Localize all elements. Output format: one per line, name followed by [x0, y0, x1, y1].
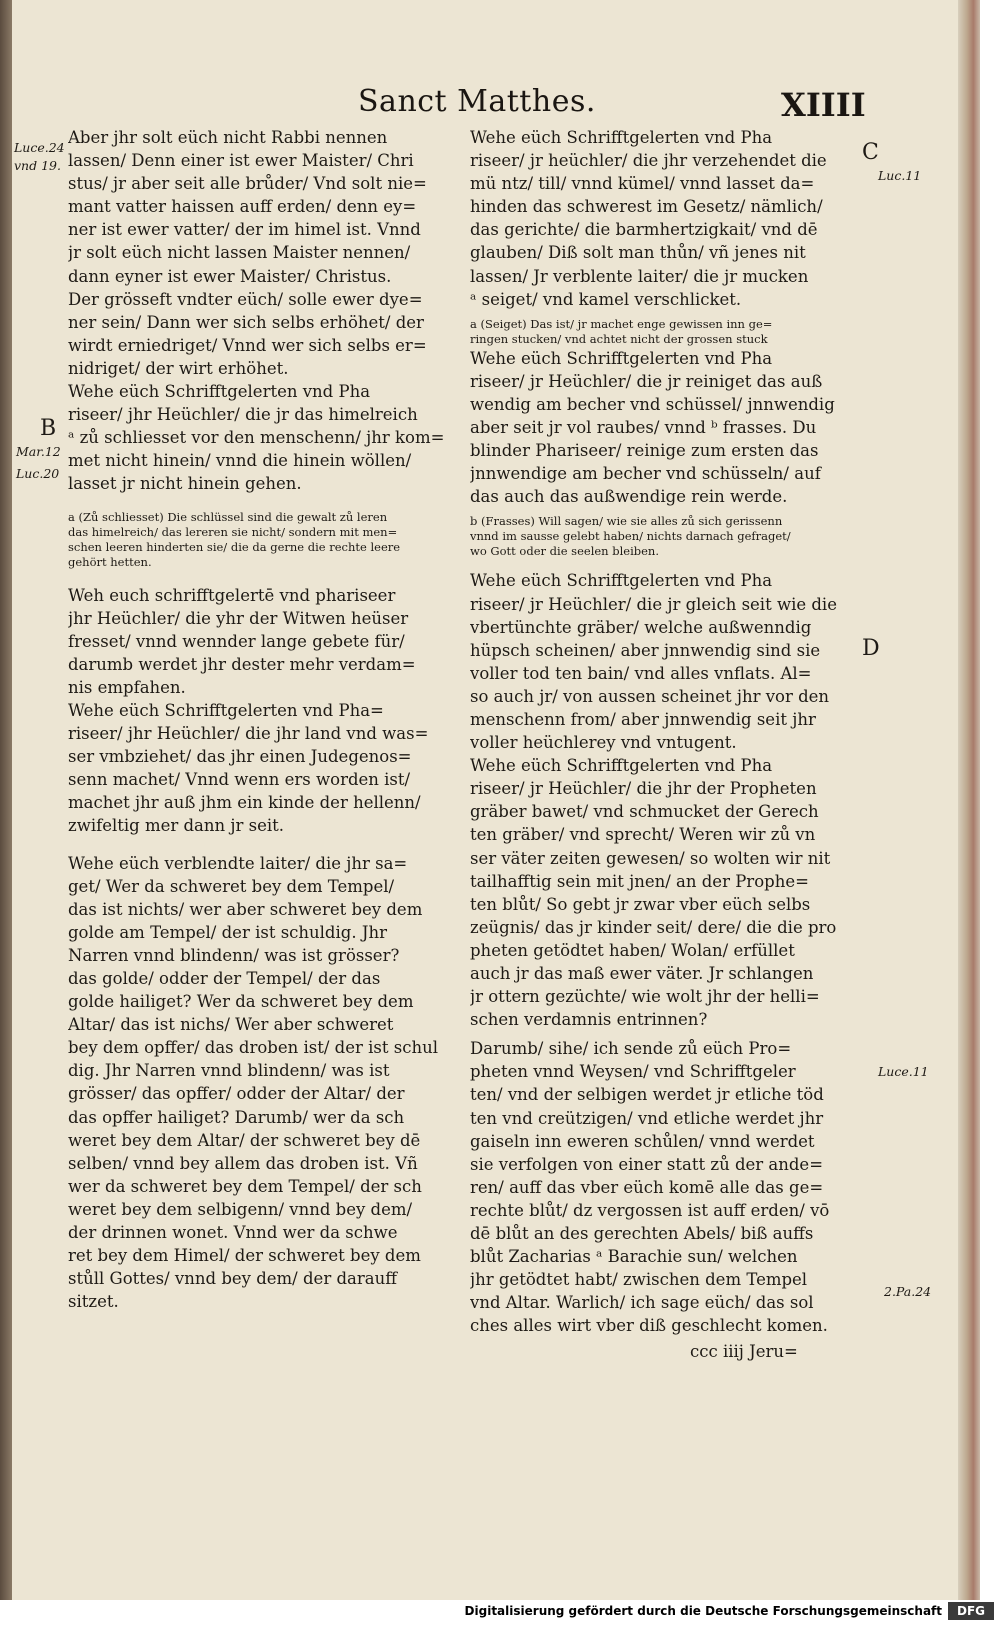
text-line: zeügnis/ das jr kinder seit/ dere/ die die pro [470, 917, 837, 937]
text-line: Wehe eüch Schrifftgelerten vnd Pha [470, 756, 773, 776]
text-line: Weh euch schrifftgelertē vnd phariseer [68, 585, 396, 605]
text-line: mü ntz/ till/ vnnd kümel/ vnnd lasset da= [470, 174, 815, 194]
text-line: riseer/ jr Heüchler/ die jhr der Propheten [470, 779, 817, 799]
text-line: ner ist ewer vatter/ der im himel ist. Vnnd [68, 220, 421, 240]
text-line: dann eyner ist ewer Maister/ Christus. [68, 266, 392, 286]
left-footnote [68, 510, 460, 570]
text-line: golde am Tempel/ der ist schuldig. Jhr [68, 922, 387, 942]
running-title: Sanct Matthes. [358, 84, 596, 119]
margin-note-luce11: Luce.11 [878, 1064, 929, 1079]
text-line: sie verfolgen von einer statt zů der ande= [470, 1154, 824, 1174]
text-line: blinder Phariseer/ reinige zum ersten das [470, 441, 819, 461]
text-line: ten gräber/ vnd sprecht/ Weren wir zů vn [470, 825, 816, 845]
text-line: get/ Wer da schweret bey dem Tempel/ [68, 876, 395, 896]
text-line: lassen/ Denn einer ist ewer Maister/ Chri [68, 151, 414, 171]
text-line: riseer/ jhr Heüchler/ die jhr land vnd was= [68, 724, 429, 744]
text-line: tailhafftig sein mit jnen/ an der Prophe= [470, 871, 809, 891]
text-line: vbertünchte gräber/ welche außwenndig [470, 617, 812, 637]
right-text-block-4 [470, 1037, 854, 1337]
text-line: gaiseln inn eweren schůlen/ vnnd werdet [470, 1131, 815, 1151]
right-column [470, 126, 854, 1338]
text-line: mant vatter haissen auff erden/ denn ey= [68, 197, 417, 217]
text-line: jr solt eüch nicht lassen Maister nennen/ [68, 243, 411, 263]
text-line: wer da schweret bey dem Tempel/ der sch [68, 1176, 422, 1196]
right-footnote-2 [470, 514, 854, 559]
text-line: stůll Gottes/ vnnd bey dem/ der darauff [68, 1269, 397, 1289]
text-line: schen verdamnis entrinnen? [470, 1010, 708, 1030]
text-line: das golde/ odder der Tempel/ der das [68, 969, 381, 988]
text-line: fresset/ vnnd wennder lange gebete für/ [68, 631, 405, 651]
margin-note-luc11: Luc.11 [878, 168, 922, 183]
text-line: riseer/ jr heüchler/ die jhr verzehendet die [470, 151, 827, 171]
book-binding [0, 0, 12, 1600]
text-line: das auch das außwendige rein werde. [470, 487, 788, 507]
margin-note-mat12: Mar.12 [16, 444, 61, 459]
text-line: lassen/ Jr verblente laiter/ die jr mucken [470, 266, 809, 286]
right-text-block-1 [470, 126, 854, 311]
text-line: darumb werdet jhr dester mehr verdam= [68, 654, 416, 674]
text-line: stus/ jr aber seit alle brůder/ Vnd solt nie= [68, 174, 427, 194]
text-line: riseer/ jr Heüchler/ die jr reiniget das auß [470, 371, 823, 391]
text-line: so auch jr/ von aussen scheinet jhr vor den [470, 686, 830, 706]
margin-note-vnd19: vnd 19. [14, 158, 61, 173]
text-line: ten/ vnd der selbigen werdet jr etliche töd [470, 1085, 824, 1105]
text-line: ᵃ seiget/ vnd kamel verschlicket. [470, 289, 742, 309]
text-line: auch jr das maß ewer väter. Jr schlangen [470, 964, 814, 983]
text-line: a (Seiget) Das ist/ jr machet enge gewissen inn ge= [470, 316, 773, 331]
text-line: bey dem opffer/ das droben ist/ der ist schul [68, 1038, 438, 1058]
text-line: machet jhr auß jhm ein kinde der hellenn/ [68, 793, 421, 813]
text-line: pheten vnnd Weysen/ vnd Schrifftgeler [470, 1062, 796, 1082]
text-line: grösser/ das opffer/ odder der Altar/ der [68, 1084, 405, 1104]
left-text-block-3 [68, 852, 460, 1314]
text-line: Darumb/ sihe/ ich sende zů eüch Pro= [470, 1039, 792, 1059]
text-line: zwifeltig mer dann jr seit. [68, 816, 285, 836]
footer-bar [0, 1600, 1000, 1625]
footer-credit: Digitalisierung gefördert durch die Deutsche Forschungsgemeinschaft [464, 1604, 942, 1618]
text-line: das ist nichts/ wer aber schweret bey dem [68, 899, 423, 919]
text-line: gräber bawet/ vnd schmucket der Gerech [470, 802, 819, 822]
text-line: jr ottern gezüchte/ wie wolt jhr der helli= [470, 987, 820, 1007]
text-line: Der grösseft vndter eüch/ solle ewer dye= [68, 289, 423, 309]
text-line: rechte blůt/ dz vergossen ist auff erden/ vō [470, 1200, 830, 1220]
text-line: schen leeren hinderten sie/ die da gerne die rechte leere [68, 539, 401, 554]
text-line: ches alles wirt vber diß geschlecht komen. [470, 1316, 828, 1336]
left-text-block-1 [68, 126, 460, 496]
text-line: pheten getödtet haben/ Wolan/ erfüllet [470, 940, 795, 960]
text-line: sitzet. [68, 1292, 119, 1312]
text-line: b (Frasses) Will sagen/ wie sie alles zů sich gerissenn [470, 514, 783, 529]
text-line: voller tod ten bain/ vnd alles vnflats. Al= [470, 663, 812, 683]
text-line: senn machet/ Vnnd wenn ers worden ist/ [68, 770, 411, 790]
text-line: Wehe eüch Schrifftgelerten vnd Pha= [68, 700, 384, 720]
signature-mark: ccc iiij Jeru= [690, 1342, 798, 1361]
text-line: ser vmbziehet/ das jhr einen Judegenos= [68, 747, 412, 767]
text-line: golde hailiget? Wer da schweret bey dem [68, 992, 414, 1012]
text-line: Wehe eüch Schrifftgelerten vnd Pha [470, 128, 773, 147]
section-letter-d: D [862, 636, 880, 661]
text-line: das gerichte/ die barmhertzigkait/ vnd dē [470, 220, 818, 240]
text-line: vnnd im sausse gelebt haben/ nichts darnach gefraget/ [470, 529, 791, 544]
text-line: ser väter zeiten gewesen/ so wolten wir nit [470, 848, 831, 868]
text-line: Altar/ das ist nichs/ Wer aber schweret [68, 1015, 394, 1035]
text-line: weret bey dem Altar/ der schweret bey dē [68, 1130, 421, 1150]
right-text-block-2 [470, 347, 854, 509]
text-line: nis empfahen. [68, 677, 186, 697]
text-line: ringen stucken/ vnd achtet nicht der grossen stuck [470, 331, 768, 346]
right-text-block-3 [470, 569, 854, 1031]
margin-note-luce24: Luce.24 [14, 140, 65, 155]
text-line: riseer/ jr Heüchler/ die jr gleich seit wie die [470, 594, 837, 614]
text-line: met nicht hinein/ vnnd die hinein wöllen/ [68, 451, 412, 471]
text-line: das opffer hailiget? Darumb/ wer da sch [68, 1107, 405, 1127]
text-line: jhr Heüchler/ die yhr der Witwen heüser [68, 608, 409, 628]
text-line: wirdt erniedriget/ Vnnd wer sich selbs er= [68, 335, 427, 355]
folio-number: XIIII [781, 86, 866, 124]
text-line: blůt Zacharias ᵃ Barachie sun/ welchen [470, 1247, 798, 1267]
text-line: aber seit jr vol raubes/ vnnd ᵇ frasses. Du [470, 418, 817, 438]
text-line: lasset jr nicht hinein gehen. [68, 474, 302, 494]
text-line: hüpsch scheinen/ aber jnnwendig sind sie [470, 640, 821, 660]
right-footnote-1 [470, 317, 854, 347]
text-line: vnd Altar. Warlich/ ich sage eüch/ das sol [470, 1293, 814, 1313]
text-line: ten vnd creützigen/ vnd etliche werdet jhr [470, 1108, 824, 1128]
margin-note-luc20: Luc.20 [16, 466, 60, 481]
text-line: ren/ auff das vber eüch komē alle das ge= [470, 1177, 824, 1197]
left-column [68, 126, 460, 1313]
text-line: Wehe eüch Schrifftgelerten vnd Pha [68, 382, 371, 402]
text-line: ner sein/ Dann wer sich selbs erhöhet/ der [68, 312, 424, 332]
text-line: menschenn from/ aber jnnwendig seit jhr [470, 709, 816, 729]
text-line: gehört hetten. [68, 554, 152, 569]
dfg-logo: DFG [948, 1602, 994, 1620]
text-line: Narren vnnd blindenn/ was ist grösser? [68, 945, 400, 965]
text-line: ret bey dem Himel/ der schweret bey dem [68, 1246, 421, 1266]
text-line: Aber jhr solt eüch nicht Rabbi nennen [68, 128, 388, 147]
left-text-block-2 [68, 584, 460, 838]
text-line: Wehe eüch Schrifftgelerten vnd Pha [470, 571, 773, 591]
section-letter-c: C [862, 140, 879, 165]
section-letter-b: B [40, 416, 57, 441]
text-line: Wehe eüch verblendte laiter/ die jhr sa= [68, 853, 408, 873]
text-line: der drinnen wonet. Vnnd wer da schwe [68, 1223, 398, 1243]
text-line: voller heüchlerey vnd vntugent. [470, 733, 737, 753]
text-line: weret bey dem selbigenn/ vnnd bey dem/ [68, 1199, 413, 1219]
text-line: selben/ vnnd bey allem das droben ist. Vñ [68, 1153, 418, 1173]
text-line: jhr getödtet habt/ zwischen dem Tempel [470, 1270, 808, 1290]
text-line: wendig am becher vnd schüssel/ jnnwendig [470, 394, 835, 414]
text-line: dig. Jhr Narren vnnd blindenn/ was ist [68, 1061, 390, 1081]
text-line: wo Gott oder die seelen bleiben. [470, 544, 659, 559]
text-line: Wehe eüch Schrifftgelerten vnd Pha [470, 348, 773, 368]
page-edge [958, 0, 980, 1600]
text-line: das himelreich/ das lereren sie nicht/ sondern mit men= [68, 524, 398, 539]
text-line: hinden das schwerest im Gesetz/ nämlich/ [470, 197, 823, 217]
text-line: riseer/ jhr Heüchler/ die jr das himelreich [68, 405, 418, 425]
text-line: nidriget/ der wirt erhöhet. [68, 358, 289, 378]
text-line: ten blůt/ So gebt jr zwar vber eüch selbs [470, 894, 811, 914]
margin-note-par24: 2.Pa.24 [884, 1284, 932, 1299]
text-line: dē blůt an des gerechten Abels/ biß auffs [470, 1224, 814, 1244]
text-line: jnnwendige am becher vnd schüsseln/ auf [470, 464, 821, 484]
text-line: glauben/ Diß solt man thůn/ vñ jenes nit [470, 243, 806, 263]
text-line: a (Zů schliesset) Die schlüssel sind die gewalt zů leren [68, 509, 388, 524]
text-line: ᵃ zů schliesset vor den menschenn/ jhr kom= [68, 428, 445, 448]
